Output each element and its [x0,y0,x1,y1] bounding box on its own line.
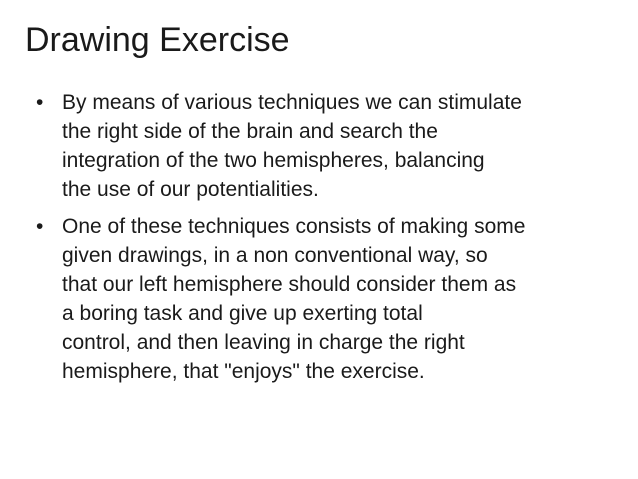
bullet-line: the use of our potentialities. [62,178,319,201]
bullet-line: hemisphere, that "enjoys" the exercise. [62,360,425,383]
bullet-line: integration of the two hemispheres, balancing [62,149,485,172]
bullet-text [62,212,612,386]
bullet-line: given drawings, in a non conventional way, so [62,244,488,267]
bullet-line: a boring task and give up exerting total [62,302,423,325]
bullet-line: One of these techniques consists of making some [62,215,526,238]
slide-title: Drawing Exercise [25,21,290,59]
bullet-line: that our left hemisphere should consider them as [62,273,517,296]
bullet-list [32,88,612,394]
bullet-marker-icon: • [36,91,44,114]
bullet-line: By means of various techniques we can stimulate [62,91,522,114]
bullet-line: the right side of the brain and search the [62,120,438,143]
bullet-marker-icon: • [36,215,44,238]
bullet-line: control, and then leaving in charge the right [62,331,465,354]
bullet-item [32,88,612,204]
bullet-item [32,212,612,386]
bullet-text [62,88,612,204]
